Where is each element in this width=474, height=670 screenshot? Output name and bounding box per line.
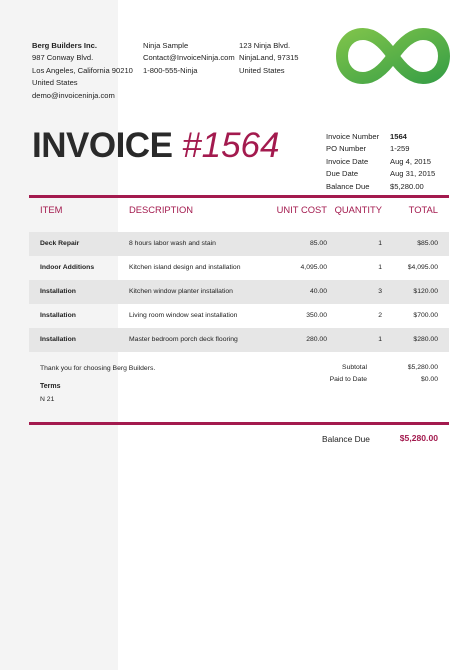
top-divider — [29, 195, 449, 198]
cell-total: $120.00 — [413, 288, 438, 295]
meta-row-invoice-date — [326, 156, 435, 168]
meta-label: Invoice Number — [326, 132, 380, 141]
cell-quantity: 3 — [378, 288, 382, 295]
meta-label: Invoice Date — [326, 156, 369, 166]
meta-value: Aug 31, 2015 — [390, 169, 436, 179]
table-row — [29, 256, 449, 280]
cell-description: Master bedroom porch deck flooring — [129, 336, 238, 343]
paid-to-date-value: $0.00 — [420, 376, 438, 383]
invoice-title-number: #1564 — [182, 126, 280, 165]
table-header — [29, 204, 449, 220]
header-unit-cost: UNIT COST — [276, 204, 327, 215]
company-address-1: 987 Conway Blvd. — [32, 53, 94, 63]
invoice-title — [32, 126, 279, 166]
paid-to-date-label: Paid to Date — [329, 376, 367, 383]
cell-quantity: 2 — [378, 312, 382, 319]
header-quantity: QUANTITY — [334, 204, 382, 215]
cell-item: Installation — [40, 288, 76, 295]
meta-value: 1564 — [390, 132, 407, 141]
line-items — [29, 232, 449, 352]
table-row — [29, 232, 449, 256]
header-item: ITEM — [40, 204, 63, 215]
cell-unit-cost: 85.00 — [309, 240, 327, 247]
subtotal-value: $5,280.00 — [407, 364, 438, 371]
cell-quantity: 1 — [378, 264, 382, 271]
table-row — [29, 280, 449, 304]
terms-value: N 21 — [40, 396, 55, 403]
cell-total: $700.00 — [413, 312, 438, 319]
meta-row-po-number — [326, 143, 435, 155]
cell-total: $4,095.00 — [407, 264, 438, 271]
client-address-1: 123 Ninja Blvd. — [239, 41, 291, 50]
meta-row-due-date — [326, 168, 435, 180]
meta-value: $5,280.00 — [390, 181, 424, 191]
meta-row-invoice-number — [326, 131, 435, 143]
header-total: TOTAL — [408, 204, 438, 215]
client-phone: 1-800-555-Ninja — [143, 65, 198, 75]
cell-quantity: 1 — [378, 336, 382, 343]
company-name: Berg Builders Inc. — [32, 41, 97, 50]
client-address-2: NinjaLand, 97315 — [239, 53, 299, 63]
table-row — [29, 328, 449, 352]
cell-unit-cost: 350.00 — [306, 312, 327, 319]
cell-description: 8 hours labor wash and stain — [129, 240, 216, 247]
company-email[interactable]: demo@invoiceninja.com — [32, 90, 115, 100]
cell-unit-cost: 4,095.00 — [300, 264, 327, 271]
cell-description: Living room window seat installation — [129, 312, 238, 319]
cell-description: Kitchen island design and installation — [129, 264, 241, 271]
client-contact-block — [143, 40, 235, 77]
meta-label: Balance Due — [326, 181, 370, 191]
table-row — [29, 304, 449, 328]
client-email[interactable]: Contact@InvoiceNinja.com — [143, 53, 235, 63]
terms-label: Terms — [40, 383, 61, 390]
header-description: DESCRIPTION — [129, 204, 194, 215]
meta-row-balance-due — [326, 181, 435, 193]
cell-total: $85.00 — [417, 240, 438, 247]
cell-total: $280.00 — [413, 336, 438, 343]
invoice-meta — [326, 131, 435, 193]
infinity-logo-icon — [334, 22, 452, 90]
meta-value: Aug 4, 2015 — [390, 156, 431, 166]
company-block — [32, 40, 133, 102]
bottom-divider — [29, 422, 449, 425]
meta-value: 1-259 — [390, 144, 410, 154]
cell-item: Indoor Additions — [40, 264, 95, 271]
client-name: Ninja Sample — [143, 41, 189, 50]
client-address-block — [239, 40, 299, 77]
cell-item: Installation — [40, 312, 76, 319]
cell-item: Deck Repair — [40, 240, 80, 247]
meta-label: PO Number — [326, 144, 367, 154]
cell-item: Installation — [40, 336, 76, 343]
balance-due-value: $5,280.00 — [399, 433, 438, 443]
cell-unit-cost: 40.00 — [309, 288, 327, 295]
thank-you-note: Thank you for choosing Berg Builders. — [40, 365, 156, 372]
meta-label: Due Date — [326, 169, 359, 179]
company-address-2: Los Angeles, California 90210 — [32, 65, 133, 75]
cell-quantity: 1 — [378, 240, 382, 247]
subtotal-label: Subtotal — [342, 364, 367, 371]
invoice-title-word: INVOICE — [32, 126, 173, 165]
client-country: United States — [239, 65, 285, 75]
company-country: United States — [32, 78, 78, 88]
cell-unit-cost: 280.00 — [306, 336, 327, 343]
balance-due-label: Balance Due — [322, 434, 370, 444]
cell-description: Kitchen window planter installation — [129, 288, 233, 295]
